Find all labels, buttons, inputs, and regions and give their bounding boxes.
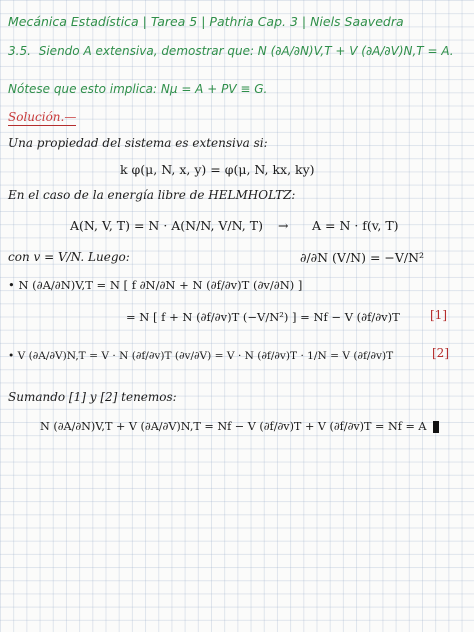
sum-intro: Sumando [1] y [2] tenemos: <box>8 390 177 404</box>
problem-statement <box>8 44 454 58</box>
extensive-definition: Una propiedad del sistema es extensiva si: <box>8 136 268 150</box>
arrow-icon: → <box>278 218 289 233</box>
note-text: Nótese que esto implica: Nμ = A + PV ≡ G. <box>8 82 268 96</box>
page-header: Mecánica Estadística | Tarea 5 | Pathria Cap. 3 | Niels Saavedra <box>8 14 404 29</box>
problem-number: 3.5. <box>8 44 31 58</box>
equation-ref-1: [1] <box>430 308 447 322</box>
volume-derivative: ∂/∂N (V/N) = −V/N² <box>300 250 425 265</box>
free-energy-form: A = N · f(v, T) <box>312 218 399 233</box>
helmholtz-intro: En el caso de la energía libre de HELMHOLTZ: <box>8 188 296 202</box>
homogeneity-equation: k φ(μ, N, x, y) = φ(μ, N, kx, ky) <box>120 162 315 177</box>
problem-text: Siendo A extensiva, demostrar que: N (∂A/∂N)V,T + V (∂A/∂V)N,T = A. <box>38 44 454 58</box>
solution-heading: Solución.— <box>8 110 77 124</box>
equation-ref-2: [2] <box>432 346 449 360</box>
final-equation: N (∂A/∂N)V,T + V (∂A/∂V)N,T = Nf − V (∂f/∂v)T + V (∂f/∂v)T = Nf = A <box>40 420 427 433</box>
solution-label <box>8 110 76 124</box>
helmholtz-scaling: A(N, V, T) = N · A(N/N, V/N, T) <box>70 218 263 233</box>
qed-square-icon <box>433 421 439 433</box>
final-result <box>40 420 439 433</box>
first-derivative-result: = N [ f + N (∂f/∂v)T (−V/N²) ] = Nf − V (∂f/∂v)T <box>126 310 400 324</box>
first-derivative-term: • N (∂A/∂N)V,T = N [ f ∂N/∂N + N (∂f/∂v)T (∂v/∂N) ] <box>8 278 303 292</box>
specific-volume-def: con v = V/N. Luego: <box>8 250 130 264</box>
second-derivative-term: • V (∂A/∂V)N,T = V · N (∂f/∂v)T (∂v/∂V) = V · N (∂f/∂v)T · 1/N = V (∂f/∂v)T <box>8 350 394 362</box>
